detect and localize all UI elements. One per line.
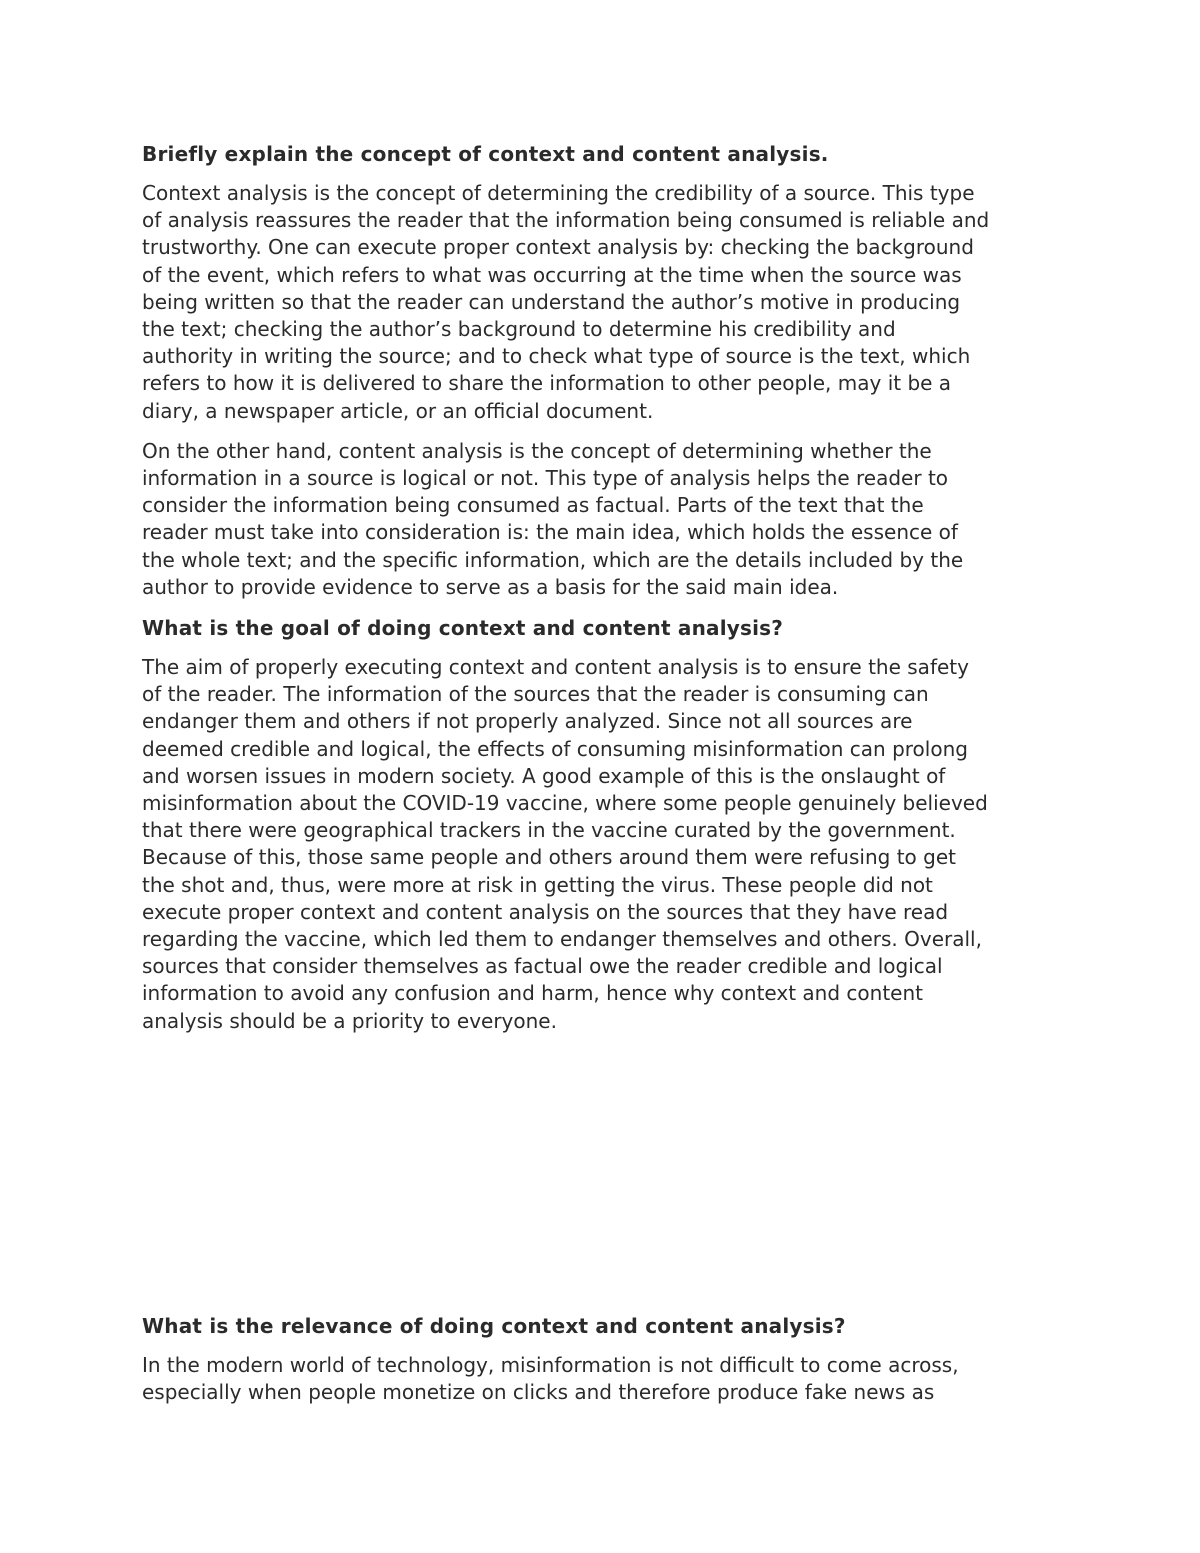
- text-line: misinformation about the COVID-19 vaccine, where some people genuinely believed: [142, 791, 988, 816]
- text-line: execute proper context and content analysis on the sources that they have read: [142, 899, 949, 924]
- text-line: deemed credible and logical, the effects of consuming misinformation can prolong: [142, 736, 968, 761]
- paragraph-context-analysis: [142, 180, 1072, 425]
- paragraph-relevance: [142, 1352, 1072, 1406]
- text-line: endanger them and others if not properly analyzed. Since not all sources are: [142, 709, 913, 734]
- text-line: the text; checking the author’s background to determine his credibility and: [142, 317, 896, 342]
- paragraph-goal: [142, 654, 1072, 1035]
- text-line: the whole text; and the specific information, which are the details included by the: [142, 547, 964, 572]
- text-line: In the modern world of technology, misinformation is not difficult to come across,: [142, 1352, 959, 1377]
- document-content: [142, 140, 1072, 1419]
- text-line: information in a source is logical or not. This type of analysis helps the reader to: [142, 466, 949, 491]
- text-line: Because of this, those same people and others around them were refusing to get: [142, 845, 956, 870]
- text-line: refers to how it is delivered to share the information to other people, may it be a: [142, 371, 952, 396]
- text-line: sources that consider themselves as factual owe the reader credible and logical: [142, 954, 943, 979]
- text-line: information to avoid any confusion and harm, hence why context and content: [142, 981, 923, 1006]
- text-line: and worsen issues in modern society. A good example of this is the onslaught of: [142, 763, 946, 788]
- text-line: Context analysis is the concept of determining the credibility of a source. This type: [142, 181, 975, 205]
- section-heading-goal: What is the goal of doing context and content analysis?: [142, 616, 784, 641]
- text-line: of analysis reassures the reader that the information being consumed is reliable and: [142, 208, 990, 233]
- text-line: reader must take into consideration is: the main idea, which holds the essence of: [142, 520, 958, 545]
- text-line: author to provide evidence to serve as a basis for the said main idea.: [142, 574, 839, 599]
- text-line: especially when people monetize on clicks and therefore produce fake news as: [142, 1380, 935, 1405]
- text-line: the shot and, thus, were more at risk in getting the virus. These people did not: [142, 872, 933, 897]
- text-line: On the other hand, content analysis is the concept of determining whether the: [142, 438, 932, 463]
- text-line: analysis should be a priority to everyone.: [142, 1008, 557, 1033]
- blank-space: [142, 1048, 1072, 1312]
- text-line: consider the information being consumed as factual. Parts of the text that the: [142, 493, 924, 518]
- text-line: that there were geographical trackers in the vaccine curated by the government.: [142, 818, 956, 843]
- text-line: authority in writing the source; and to check what type of source is the text, which: [142, 344, 971, 369]
- text-line: The aim of properly executing context and content analysis is to ensure the safety: [142, 655, 969, 680]
- text-line: trustworthy. One can execute proper context analysis by: checking the background: [142, 235, 974, 260]
- text-line: being written so that the reader can understand the author’s motive in producing: [142, 289, 961, 314]
- section-heading-concept: Briefly explain the concept of context and content analysis.: [142, 142, 829, 166]
- text-line: of the event, which refers to what was occurring at the time when the source was: [142, 262, 962, 287]
- text-line: regarding the vaccine, which led them to endanger themselves and others. Overall,: [142, 927, 982, 952]
- section-heading-relevance: What is the relevance of doing context and content analysis?: [142, 1313, 846, 1338]
- paragraph-content-analysis: [142, 438, 1072, 601]
- text-line: diary, a newspaper article, or an official document.: [142, 398, 654, 423]
- text-line: of the reader. The information of the sources that the reader is consuming can: [142, 682, 929, 707]
